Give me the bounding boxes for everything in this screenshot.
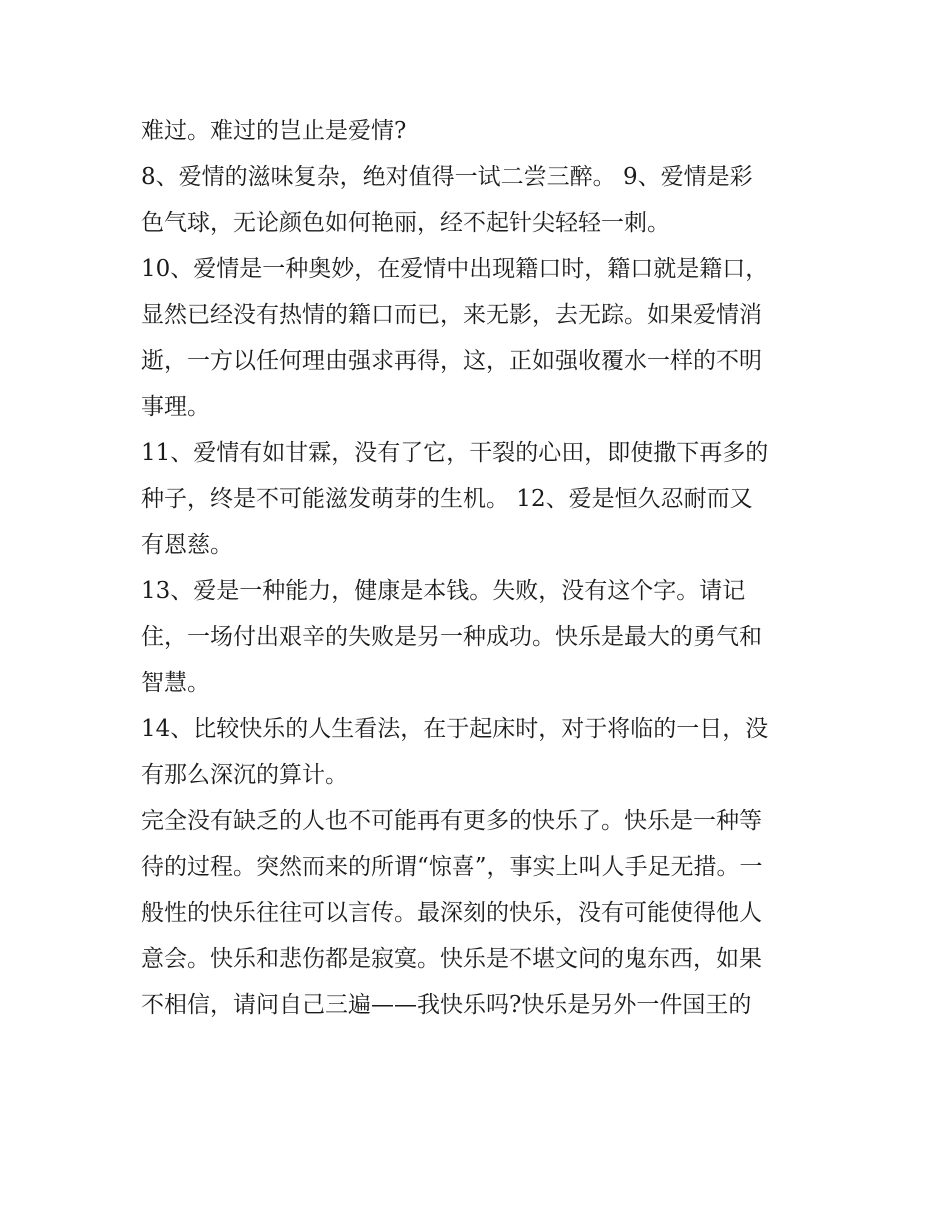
text-line: 13、爱是一种能力，健康是本钱。失败，没有这个字。请记 [141,578,746,604]
text-line: 11、爱情有如甘霖，没有了它，干裂的心田，即使撒下再多的 [141,440,769,466]
text-line: 待的过程。突然而来的所谓“惊喜”，事实上叫人手足无措。一 [141,854,763,880]
paragraph-item-13 [141,568,821,706]
text-line: 不相信，请问自己三遍——我快乐吗?快乐是另外一件国王的 [141,992,752,1018]
text-line: 有那么深沉的算计。 [141,762,348,788]
text-line: 色气球，无论颜色如何艳丽，经不起针尖轻轻一刺。 [141,210,670,236]
document-body [141,108,821,1028]
text-line: 智慧。 [141,670,210,696]
text-line: 住，一场付出艰辛的失败是另一种成功。快乐是最大的勇气和 [141,624,762,650]
paragraph-item-11-12 [141,430,821,568]
paragraph-1 [141,108,821,154]
paragraph-happiness [141,798,821,1028]
text-line: 事理。 [141,394,210,420]
text-line: 般性的快乐往往可以言传。最深刻的快乐，没有可能使得他人 [141,900,762,926]
text-line: 10、爱情是一种奥妙，在爱情中出现籍口时，籍口就是籍口， [141,256,769,282]
text-line: 8、爱情的滋味复杂，绝对值得一试二尝三醉。 9、爱情是彩 [141,164,753,190]
paragraph-item-8-9 [141,154,821,246]
text-line: 14、比较快乐的人生看法，在于起床时，对于将临的一日，没 [141,716,769,742]
text-line: 逝，一方以任何理由强求再得，这，正如强收覆水一样的不明 [141,348,762,374]
text-line: 显然已经没有热情的籍口而已，来无影，去无踪。如果爱情消 [141,302,762,328]
paragraph-item-10 [141,246,821,430]
paragraph-item-14 [141,706,821,798]
text-line: 种子，终是不可能滋发萌芽的生机。 12、爱是恒久忍耐而又 [141,486,753,512]
text-line: 难过。难过的岂止是爱情? [141,118,407,144]
text-line: 意会。快乐和悲伤都是寂寞。快乐是不堪文问的鬼东西，如果 [141,946,762,972]
text-line: 有恩慈。 [141,532,233,558]
text-line: 完全没有缺乏的人也不可能再有更多的快乐了。快乐是一种等 [141,808,762,834]
